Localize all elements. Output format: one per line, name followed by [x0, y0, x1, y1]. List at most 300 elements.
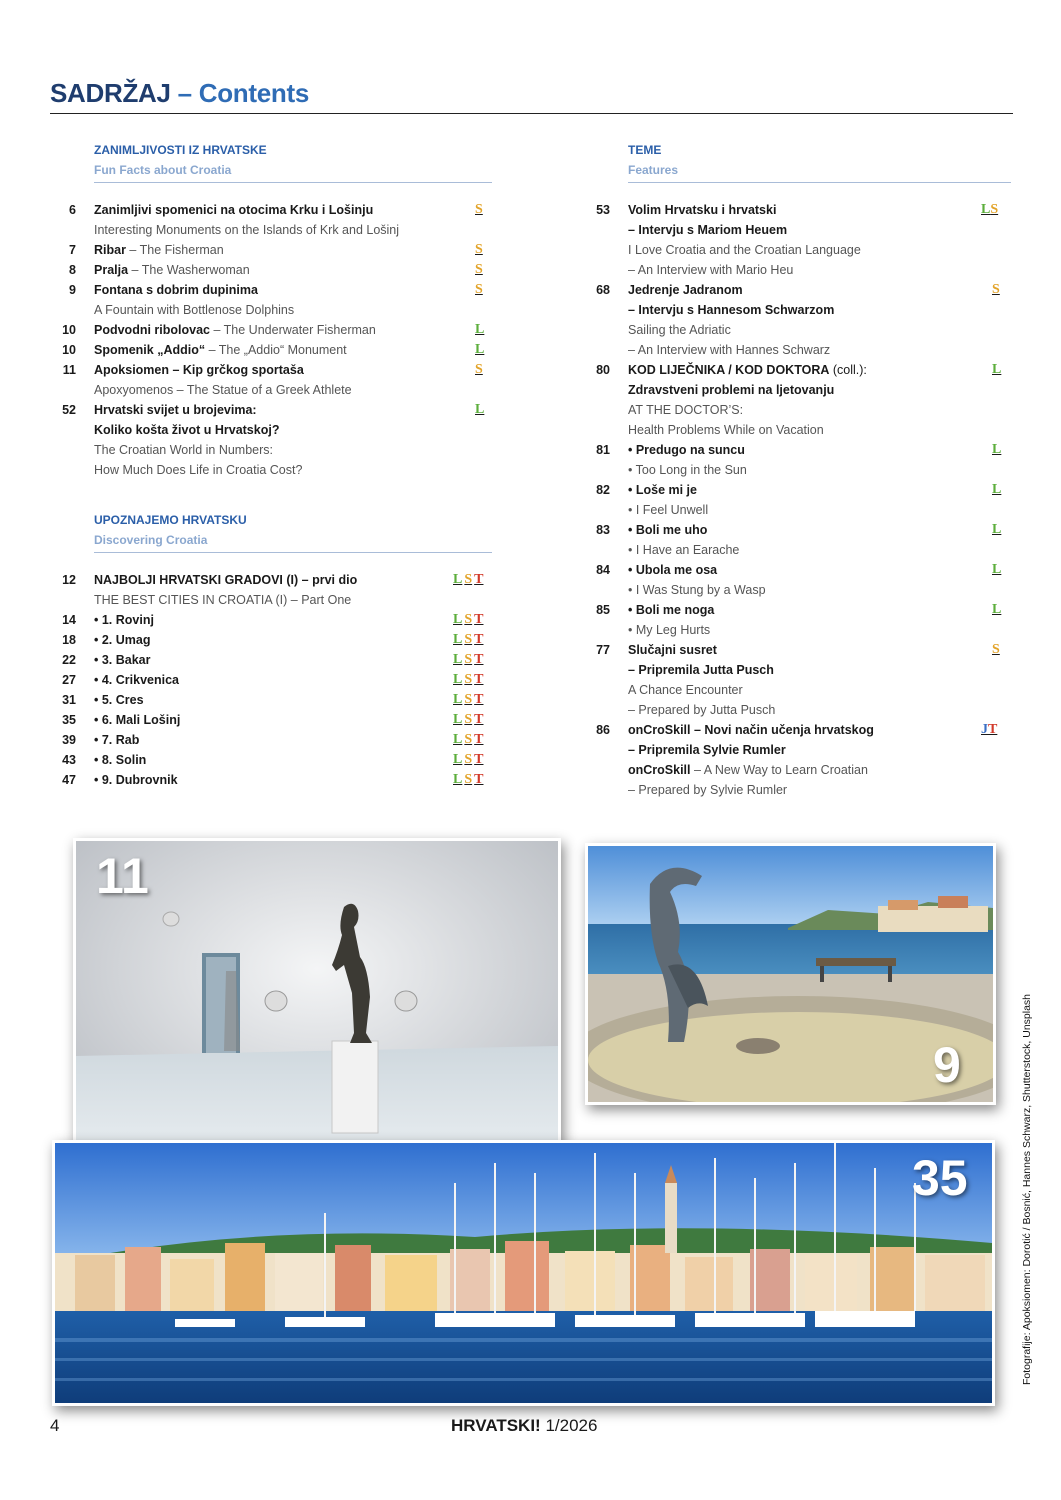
level-marker [453, 690, 483, 710]
toc-title [94, 300, 294, 320]
level-marker-T: T [474, 692, 484, 707]
level-marker-L: L [453, 672, 463, 687]
toc-title-en: • Too Long in the Sun [628, 463, 747, 477]
toc-entry [584, 280, 1011, 300]
level-marker-T: T [474, 732, 484, 747]
level-marker [475, 360, 483, 380]
toc-page-number: 80 [596, 363, 610, 377]
toc-entry [584, 780, 1011, 800]
toc-title-hr: • 5. Cres [94, 693, 144, 707]
toc-page-number: 12 [62, 573, 76, 587]
level-marker [992, 440, 1001, 460]
toc-title [94, 400, 257, 420]
level-marker-L: L [453, 612, 463, 627]
toc-page-number: 6 [69, 203, 76, 217]
level-marker-T: T [474, 632, 484, 647]
right-column [584, 140, 1011, 800]
level-marker-S: S [475, 282, 483, 297]
toc-title [628, 760, 868, 780]
toc-list-fun-facts [50, 200, 492, 480]
toc-title-hr: – Pripremila Sylvie Rumler [628, 743, 786, 757]
toc-title-hr: Hrvatski svijet u brojevima: [94, 403, 257, 417]
toc-title-hr: • 4. Crikvenica [94, 673, 179, 687]
toc-title [94, 420, 279, 440]
photo-credit: Fotografije: Apoksiomen: Dorotić / Bosnić, Hannes Schwarz, Shutterstock, Unsplash [1021, 993, 1033, 1385]
level-marker-L: L [992, 602, 1002, 617]
level-marker-S: S [464, 752, 473, 767]
photo-dolphin-fountain [585, 843, 996, 1105]
toc-entry [584, 720, 1011, 740]
toc-title [628, 480, 697, 500]
toc-title-hr: Koliko košta život u Hrvatskoj? [94, 423, 280, 437]
level-marker [475, 280, 483, 300]
level-marker [453, 770, 483, 790]
toc-title-hr: Ribar [94, 243, 126, 257]
toc-title-en: • I Have an Earache [628, 543, 740, 557]
toc-page-number: 18 [62, 633, 76, 647]
level-marker-L: L [981, 202, 991, 217]
level-marker [453, 570, 483, 590]
level-marker-S: S [475, 242, 483, 257]
toc-page-number: 35 [62, 713, 76, 727]
toc-entry [50, 770, 492, 790]
toc-entry [584, 260, 1011, 280]
toc-title-hr: – Intervju s Hannesom Schwarzom [628, 303, 835, 317]
toc-entry [50, 590, 492, 610]
toc-entry [584, 460, 1011, 480]
toc-title [94, 340, 347, 360]
level-marker-S: S [464, 692, 473, 707]
section-subheading-features: Features [628, 163, 679, 177]
photo-page-number: 35 [912, 1150, 968, 1206]
level-marker [992, 560, 1001, 580]
toc-page-number: 81 [596, 443, 610, 457]
toc-title [94, 770, 178, 790]
section-subheading-fun-facts: Fun Facts about Croatia [94, 163, 232, 177]
toc-entry [50, 690, 492, 710]
level-marker [992, 640, 1000, 660]
photo-page-number: 9 [933, 1037, 961, 1093]
section-heading-features: TEME [628, 143, 662, 157]
toc-entry [50, 260, 492, 280]
level-marker-S: S [990, 202, 999, 217]
toc-page-number: 68 [596, 283, 610, 297]
toc-title [628, 320, 731, 340]
level-marker [453, 630, 483, 650]
level-marker [992, 520, 1001, 540]
toc-title-en: Interesting Monuments on the Islands of Krk and Lošinj [94, 223, 400, 237]
toc-page-number: 52 [62, 403, 76, 417]
toc-title-hr: – Intervju s Mariom Heuem [628, 223, 788, 237]
level-marker-J: J [981, 722, 988, 737]
toc-title [628, 300, 834, 320]
toc-title-hr: • 9. Dubrovnik [94, 773, 178, 787]
toc-title-hr: Volim Hrvatsku i hrvatski [628, 203, 777, 217]
toc-entry [584, 240, 1011, 260]
toc-entry [584, 480, 1011, 500]
toc-title [628, 540, 739, 560]
toc-page-number: 86 [596, 723, 610, 737]
toc-entry [584, 640, 1011, 660]
toc-title-hr: onCroSkill [628, 763, 691, 777]
toc-entry [50, 200, 492, 220]
toc-entry [584, 760, 1011, 780]
level-marker-S: S [992, 282, 1000, 297]
toc-title [628, 720, 874, 740]
toc-page-number: 10 [62, 343, 76, 357]
toc-title [94, 240, 224, 260]
toc-title-hr: Zdravstveni problemi na ljetovanju [628, 383, 835, 397]
toc-title [628, 660, 774, 680]
toc-title [94, 610, 154, 630]
level-marker-L: L [453, 772, 463, 787]
level-marker [453, 750, 483, 770]
toc-title [628, 280, 743, 300]
level-marker-L: L [453, 732, 463, 747]
level-marker-L: L [453, 652, 463, 667]
level-marker-S: S [464, 732, 473, 747]
section-divider [94, 552, 492, 553]
toc-page-number: 7 [69, 243, 76, 257]
toc-entry [50, 400, 492, 420]
toc-title [94, 360, 304, 380]
level-marker-L: L [453, 632, 463, 647]
level-marker [475, 240, 483, 260]
toc-title-hr: Jedrenje Jadranom [628, 283, 743, 297]
section-subheading-discovering: Discovering Croatia [94, 533, 208, 547]
toc-title-hr: • 3. Bakar [94, 653, 151, 667]
level-marker-S: S [464, 632, 473, 647]
toc-entry [584, 400, 1011, 420]
toc-entry [50, 750, 492, 770]
level-marker-S: S [475, 202, 483, 217]
toc-title-en: – The Washerwoman [128, 263, 250, 277]
toc-entry [584, 300, 1011, 320]
toc-title-hr: NAJBOLJI HRVATSKI GRADOVI (I) – prvi dio [94, 573, 358, 587]
toc-title-en: A Fountain with Bottlenose Dolphins [94, 303, 295, 317]
section-divider [94, 182, 492, 183]
toc-entry [50, 630, 492, 650]
toc-list-features [584, 200, 1011, 800]
toc-entry [584, 500, 1011, 520]
toc-page-number: 8 [69, 263, 76, 277]
toc-title [94, 750, 146, 770]
level-marker-T: T [474, 752, 484, 767]
toc-title [94, 260, 250, 280]
toc-entry [584, 320, 1011, 340]
toc-title-en: The Croatian World in Numbers: [94, 443, 274, 457]
toc-title [628, 520, 707, 540]
toc-title-hr: Fontana s dobrim dupinima [94, 283, 258, 297]
toc-title [628, 640, 717, 660]
toc-title [628, 680, 743, 700]
level-marker-S: S [464, 712, 473, 727]
toc-entry [584, 740, 1011, 760]
level-marker [992, 280, 1000, 300]
toc-page-number: 10 [62, 323, 76, 337]
level-marker [475, 200, 483, 220]
toc-title [628, 420, 824, 440]
toc-title-hr: • 7. Rab [94, 733, 140, 747]
level-marker-S: S [475, 262, 483, 277]
toc-entry [584, 560, 1011, 580]
toc-page-number: 47 [62, 773, 76, 787]
toc-page-number: 85 [596, 603, 610, 617]
toc-title [628, 360, 867, 380]
toc-entry [584, 220, 1011, 240]
toc-title-en: – The „Addio“ Monument [205, 343, 347, 357]
toc-title [628, 200, 776, 220]
level-marker-L: L [475, 342, 485, 357]
toc-entry [584, 600, 1011, 620]
magazine-issue: HRVATSKI! 1/2026 [451, 1416, 598, 1435]
toc-title-hr: • Boli me uho [628, 523, 708, 537]
toc-page-number: 84 [596, 563, 610, 577]
level-marker [475, 400, 484, 420]
level-marker [453, 730, 483, 750]
level-marker-S: S [992, 642, 1000, 657]
toc-entry [50, 280, 492, 300]
toc-title-hr: Podvodni ribolovac [94, 323, 210, 337]
level-marker-L: L [992, 562, 1002, 577]
level-marker-L: L [475, 322, 485, 337]
toc-title [628, 260, 793, 280]
toc-entry [50, 670, 492, 690]
level-marker [992, 600, 1001, 620]
toc-title-en: Sailing the Adriatic [628, 323, 731, 337]
toc-entry [584, 420, 1011, 440]
toc-title-hr: Zanimljivi spomenici na otocima Krku i Lošinju [94, 203, 374, 217]
level-marker [992, 360, 1001, 380]
toc-title [94, 280, 258, 300]
toc-entry [50, 710, 492, 730]
toc-title-en: • I Feel Unwell [628, 503, 709, 517]
level-marker [475, 340, 484, 360]
level-marker [981, 200, 998, 220]
toc-title [628, 780, 787, 800]
toc-entry [584, 340, 1011, 360]
toc-page-number: 14 [62, 613, 76, 627]
toc-title-en: – The Underwater Fisherman [210, 323, 376, 337]
toc-title-en: – An Interview with Hannes Schwarz [628, 343, 831, 357]
toc-entry [584, 520, 1011, 540]
level-marker [981, 720, 997, 740]
toc-title-en: THE BEST CITIES IN CROATIA (I) – Part One [94, 593, 352, 607]
page-number: 4 [50, 1416, 60, 1435]
photo-apoxyomenos-statue [73, 838, 561, 1164]
level-marker-S: S [464, 572, 473, 587]
toc-entry [50, 360, 492, 380]
toc-title [94, 710, 180, 730]
toc-entry [50, 730, 492, 750]
toc-title-en: How Much Does Life in Croatia Cost? [94, 463, 303, 477]
toc-title [628, 240, 861, 260]
toc-title-en: – Prepared by Sylvie Rumler [628, 783, 788, 797]
toc-title-en: – A New Way to Learn Croatian [690, 763, 868, 777]
toc-entry [50, 570, 492, 590]
toc-title [94, 320, 376, 340]
level-marker-S: S [464, 672, 473, 687]
level-marker-T: T [988, 722, 998, 737]
level-marker-T: T [474, 672, 484, 687]
toc-title [628, 740, 786, 760]
toc-entry [50, 240, 492, 260]
toc-page-number: 43 [62, 753, 76, 767]
level-marker-L: L [475, 402, 485, 417]
toc-title [94, 380, 352, 400]
toc-title-hr: • 8. Solin [94, 753, 147, 767]
toc-title-en: Apoxyomenos – The Statue of a Greek Athlete [94, 383, 352, 397]
toc-page-number: 11 [62, 363, 76, 377]
title-divider [50, 113, 1013, 114]
level-marker-T: T [474, 652, 484, 667]
toc-title-en: AT THE DOCTOR’S: [628, 403, 744, 417]
toc-page-number: 27 [62, 673, 76, 687]
toc-entry [584, 540, 1011, 560]
toc-title [94, 690, 144, 710]
toc-entry [584, 580, 1011, 600]
toc-page-number: 53 [596, 203, 610, 217]
section-heading-discovering: UPOZNAJEMO HRVATSKU [94, 513, 247, 527]
toc-entry [50, 420, 492, 440]
toc-title-en: • My Leg Hurts [628, 623, 711, 637]
level-marker-L: L [453, 752, 463, 767]
photo-page-number: 11 [96, 848, 149, 904]
toc-title-hr: Spomenik „Addio“ [94, 343, 206, 357]
toc-entry [584, 200, 1011, 220]
level-marker-T: T [474, 572, 484, 587]
toc-entry [584, 440, 1011, 460]
toc-page-number: 9 [69, 283, 76, 297]
level-marker [475, 260, 483, 280]
toc-entry [50, 440, 492, 460]
toc-title [628, 500, 708, 520]
toc-title [628, 580, 766, 600]
toc-entry [50, 650, 492, 670]
level-marker [475, 320, 484, 340]
toc-page-number: 82 [596, 483, 610, 497]
toc-title [628, 220, 787, 240]
level-marker-S: S [475, 362, 483, 377]
level-marker [453, 610, 483, 630]
toc-title [94, 650, 151, 670]
toc-title-en: • I Was Stung by a Wasp [628, 583, 766, 597]
section-heading-fun-facts: ZANIMLJIVOSTI IZ HRVATSKE [94, 143, 267, 157]
toc-title [94, 630, 150, 650]
photo-mali-losinj-harbour [52, 1140, 995, 1406]
toc-entry [50, 460, 492, 480]
level-marker-L: L [453, 572, 463, 587]
toc-page-number: 77 [596, 643, 610, 657]
toc-entry [50, 300, 492, 320]
toc-title-hr: • Loše mi je [628, 483, 697, 497]
left-column [50, 140, 492, 790]
level-marker-L: L [992, 442, 1002, 457]
toc-title-hr: Pralja [94, 263, 129, 277]
toc-title-en: Health Problems While on Vacation [628, 423, 824, 437]
toc-title-en: – Prepared by Jutta Pusch [628, 703, 776, 717]
level-marker-S: S [464, 652, 473, 667]
toc-title-hr: • 6. Mali Lošinj [94, 713, 181, 727]
toc-title [628, 560, 717, 580]
toc-entry [584, 660, 1011, 680]
page-title: SADRŽAJ – Contents [50, 78, 309, 108]
toc-title-en: (coll.): [829, 363, 867, 377]
level-marker [453, 650, 483, 670]
toc-title-en: – The Fisherman [125, 243, 224, 257]
toc-title [94, 670, 179, 690]
level-marker-S: S [464, 772, 473, 787]
toc-title [628, 400, 743, 420]
level-marker-T: T [474, 712, 484, 727]
toc-title [94, 220, 399, 240]
level-marker-L: L [453, 692, 463, 707]
toc-title-hr: • 1. Rovinj [94, 613, 154, 627]
toc-entry [50, 220, 492, 240]
toc-list-discovering [50, 570, 492, 790]
level-marker-T: T [474, 612, 484, 627]
toc-page-number: 39 [62, 733, 76, 747]
toc-entry [50, 380, 492, 400]
toc-entry [50, 340, 492, 360]
level-marker [453, 710, 483, 730]
level-marker [453, 670, 483, 690]
level-marker-L: L [992, 362, 1002, 377]
level-marker-L: L [453, 712, 463, 727]
toc-title-hr: KOD LIJEČNIKA / KOD DOKTORA [628, 363, 830, 377]
toc-title-hr: • Predugo na suncu [628, 443, 745, 457]
toc-title [94, 200, 373, 220]
toc-title-hr: Apoksiomen – Kip grčkog sportaša [94, 363, 304, 377]
toc-title [94, 590, 351, 610]
level-marker-S: S [464, 612, 473, 627]
toc-title [628, 700, 775, 720]
toc-title-en: A Chance Encounter [628, 683, 743, 697]
toc-title-hr: • Ubola me osa [628, 563, 718, 577]
toc-entry [584, 380, 1011, 400]
toc-title [628, 600, 714, 620]
toc-title [628, 460, 747, 480]
toc-entry [584, 360, 1011, 380]
toc-entry [584, 680, 1011, 700]
toc-title [94, 460, 302, 480]
toc-page-number: 83 [596, 523, 610, 537]
toc-entry [50, 320, 492, 340]
toc-title-en: – An Interview with Mario Heu [628, 263, 794, 277]
level-marker-L: L [992, 482, 1002, 497]
toc-page-number: 22 [62, 653, 76, 667]
toc-entry [50, 610, 492, 630]
level-marker-L: L [992, 522, 1002, 537]
toc-title [94, 570, 357, 590]
toc-title [628, 340, 830, 360]
toc-entry [584, 620, 1011, 640]
toc-title [94, 730, 139, 750]
toc-title-en: I Love Croatia and the Croatian Language [628, 243, 861, 257]
toc-title [94, 440, 273, 460]
toc-title-hr: – Pripremila Jutta Pusch [628, 663, 774, 677]
toc-entry [584, 700, 1011, 720]
toc-title-hr: • 2. Umag [94, 633, 151, 647]
toc-title-hr: • Boli me noga [628, 603, 715, 617]
toc-page-number: 31 [62, 693, 76, 707]
toc-title-hr: onCroSkill – Novi način učenja hrvatskog [628, 723, 874, 737]
toc-title-hr: Slučajni susret [628, 643, 717, 657]
level-marker [992, 480, 1001, 500]
level-marker-T: T [474, 772, 484, 787]
toc-title [628, 620, 710, 640]
toc-title [628, 380, 834, 400]
